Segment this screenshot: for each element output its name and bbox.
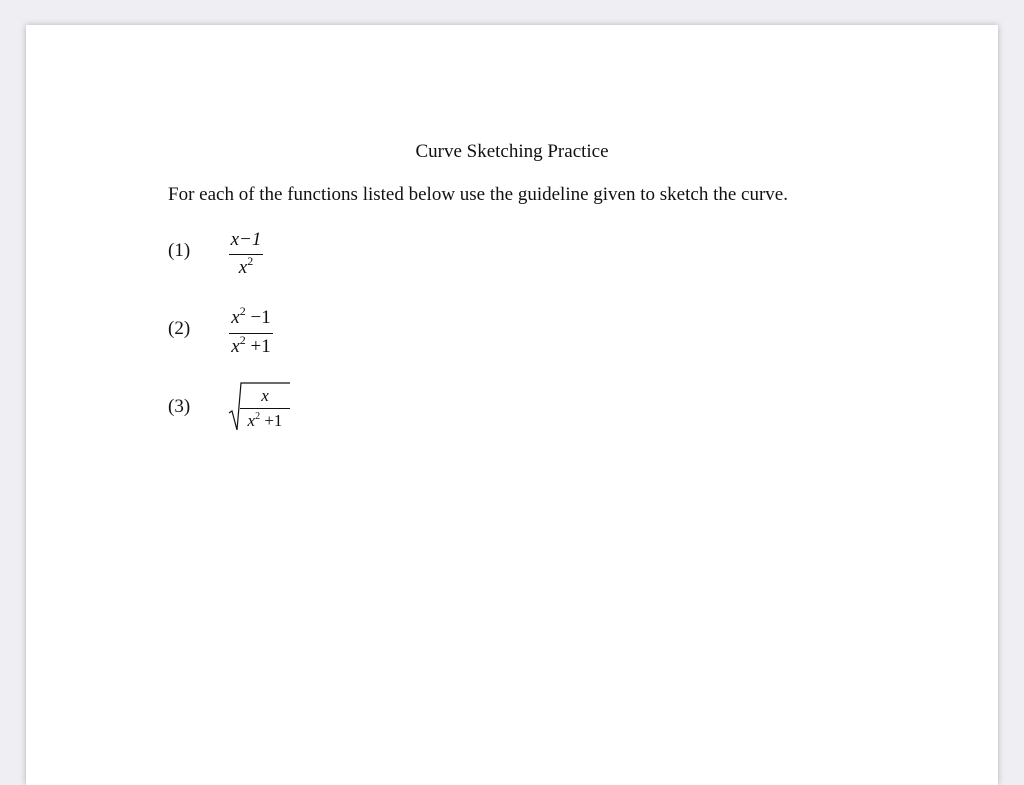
fraction-bar <box>229 254 263 255</box>
problem-2-label: (2) <box>168 318 191 339</box>
problem-2-numerator: $x^2 -1$ <box>231 304 271 328</box>
problem-3-formula <box>228 381 292 435</box>
problem-2-denominator: $x^2 +1$ <box>231 333 271 357</box>
fraction-bar <box>240 408 290 409</box>
problem-1-numerator: x−1 <box>230 229 262 250</box>
problem-3-denominator: $x^2 +1$ <box>247 411 283 430</box>
page-title: Curve Sketching Practice <box>415 141 609 162</box>
instructions-text: For each of the functions listed below use the guideline given to sketch the curve. <box>168 184 788 205</box>
problem-1-label: (1) <box>168 240 191 261</box>
problem-3-numerator: x <box>261 386 269 405</box>
fraction-bar <box>229 333 273 334</box>
problem-3-label: (3) <box>168 396 191 417</box>
problem-2-formula <box>229 304 273 359</box>
problem-1-formula <box>229 229 263 280</box>
problem-3-fraction <box>240 386 290 434</box>
problem-1-denominator: $x^2$ <box>238 254 254 278</box>
document-page <box>26 25 998 785</box>
